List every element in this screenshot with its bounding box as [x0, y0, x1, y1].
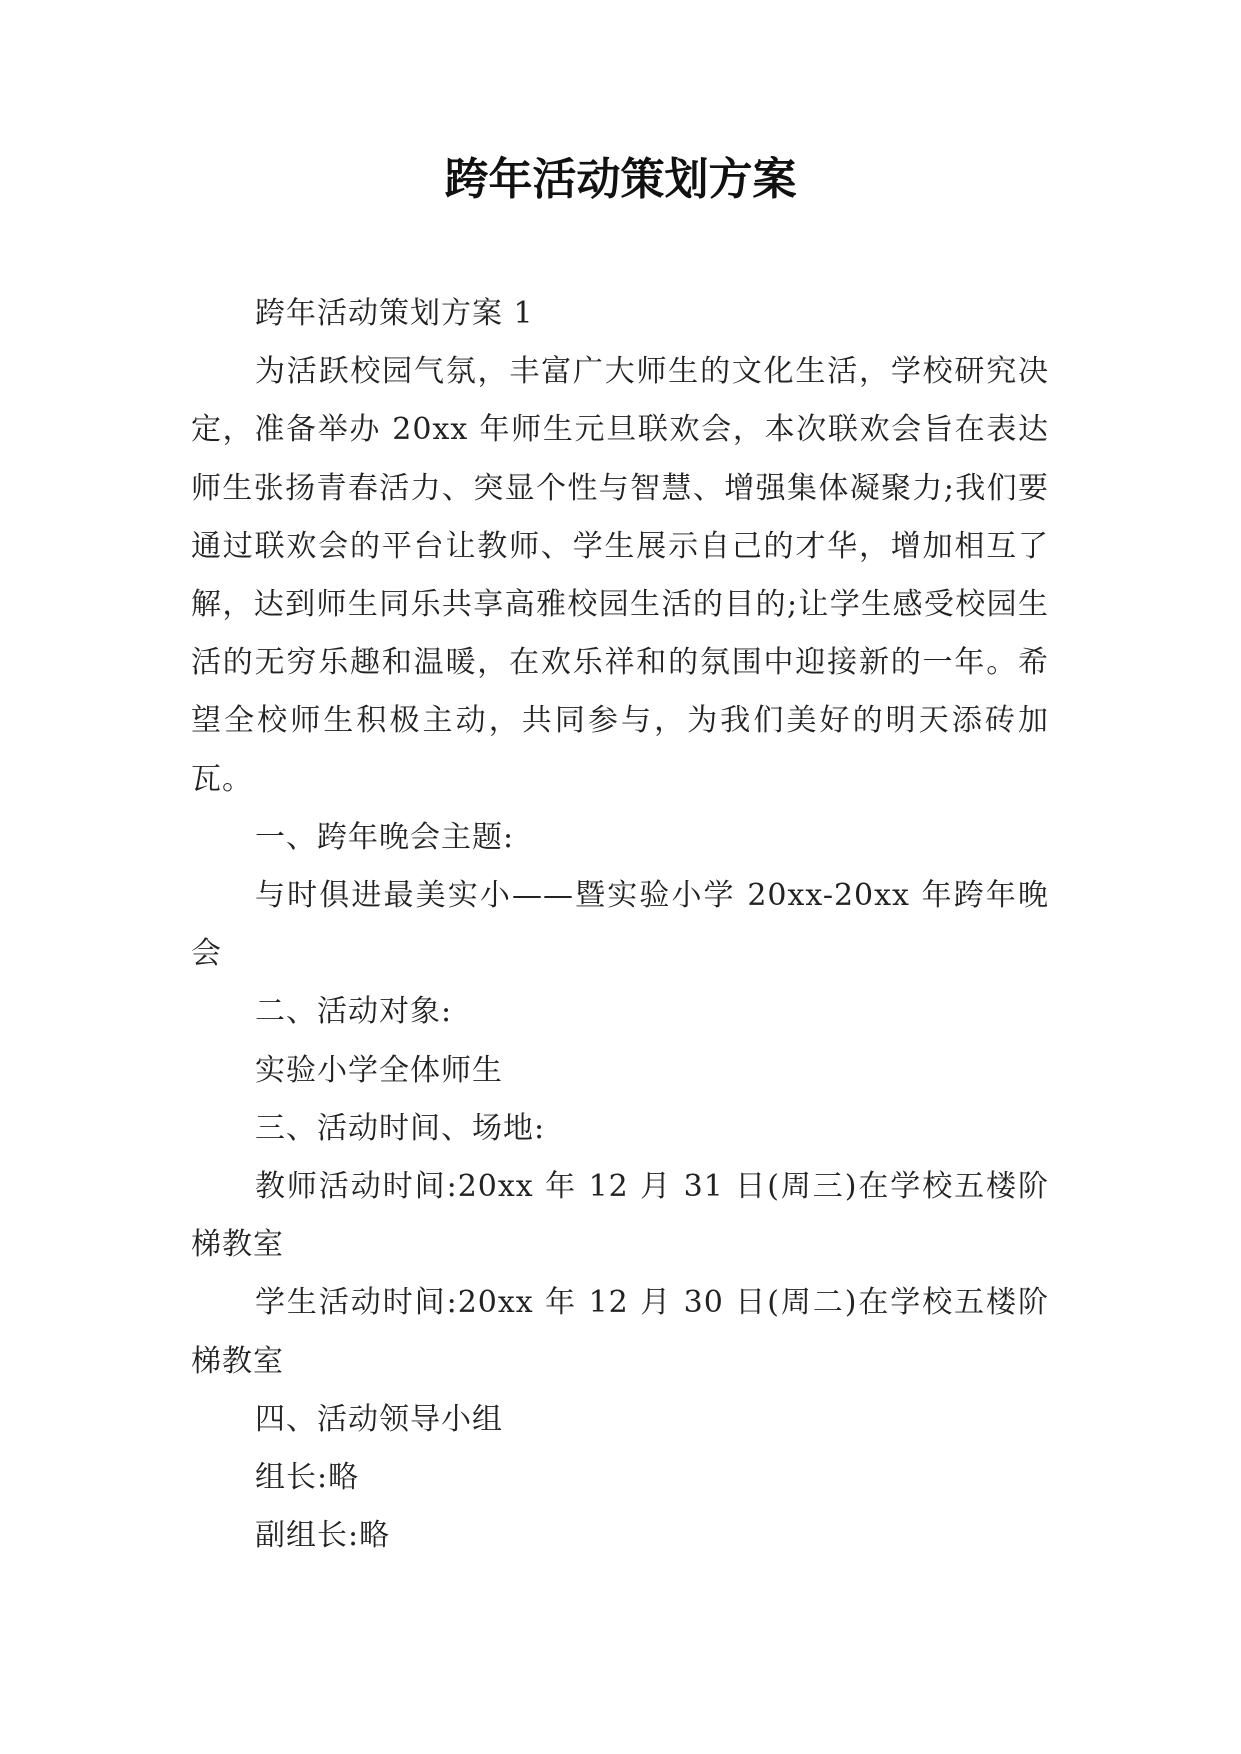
document-body	[191, 285, 1049, 1565]
audience-heading: 二、活动对象:	[255, 994, 453, 1030]
teacher-time-text: 教师活动时间:20xx 年 12 月 31 日(周三)在学校五楼阶梯教室	[191, 1169, 1049, 1263]
theme-text: 与时俱进最美实小——暨实验小学 20xx-20xx 年跨年晚会	[191, 878, 1049, 972]
theme-heading: 一、跨年晚会主题:	[255, 819, 515, 855]
leadership-heading: 四、活动领导小组	[255, 1401, 503, 1437]
deputy-leader-text: 副组长:略	[255, 1518, 391, 1554]
leader-text: 组长:略	[255, 1460, 360, 1496]
student-time-text: 学生活动时间:20xx 年 12 月 30 日(周二)在学校五楼阶梯教室	[191, 1285, 1049, 1379]
audience-text: 实验小学全体师生	[255, 1052, 503, 1088]
section-heading: 跨年活动策划方案 1	[255, 296, 534, 331]
document-title: 跨年活动策划方案	[444, 154, 797, 205]
time-venue-heading: 三、活动时间、场地:	[255, 1110, 546, 1146]
intro-paragraph: 为活跃校园气氛，丰富广大师生的文化生活，学校研究决定，准备举办 20xx 年师生元旦联欢会，本次联欢会旨在表达师生张扬青春活力、突显个性与智慧、增强集体凝聚力;我们要通过联欢会的平台让教师、学生展示自己的才华，增加相互了解，达到师生同乐共享高雅校园生活的目的;让学生感受校园生活的无穷乐趣和温暖，在欢乐祥和的氛围中迎接新的一年。希望全校师生积极主动，共同参与，为我们美好的明天添砖加瓦。	[191, 354, 1049, 797]
